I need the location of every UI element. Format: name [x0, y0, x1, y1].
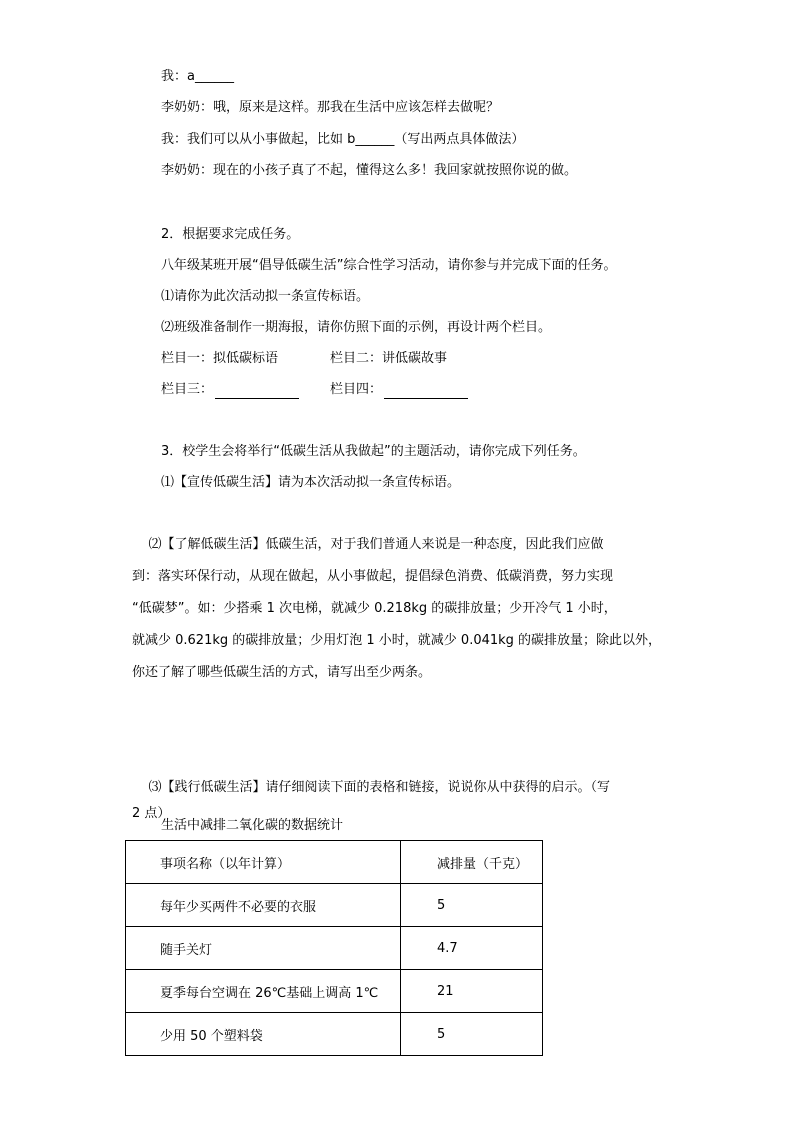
emissions-table	[125, 840, 543, 1056]
table-cell-value: 5	[401, 884, 543, 927]
q3-task2	[132, 529, 668, 689]
dialogue-line: 李奶奶：哦，原来是这样。那我在生活中应该怎样去做呢？	[161, 100, 500, 115]
dialogue-line: 我：a______	[161, 69, 234, 84]
q2-task2: ⑵班级准备制作一期海报，请你仿照下面的示例，再设计两个栏目。	[161, 320, 552, 335]
q3-task3-line: ⑶【践行低碳生活】请仔细阅读下面的表格和链接，说说你从中获得的启示。（写	[132, 780, 611, 795]
q2-column-4	[330, 381, 468, 399]
table-cell-item: 少用 50 个塑料袋	[126, 1013, 401, 1056]
table-row	[126, 970, 543, 1013]
q2-heading: 2．根据要求完成任务。	[161, 227, 300, 242]
q2-column-4-blank	[384, 384, 468, 399]
table-cell-value: 21	[401, 970, 543, 1013]
table-row	[126, 1013, 543, 1056]
q2-intro: 八年级某班开展“倡导低碳生活”综合性学习活动，请你参与并完成下面的任务。	[161, 258, 617, 273]
q2-column-1: 栏目一：拟低碳标语	[161, 351, 279, 366]
q3-task1: ⑴【宣传低碳生活】请为本次活动拟一条宣传标语。	[161, 475, 461, 490]
q2-column-4-label: 栏目四：	[330, 382, 383, 397]
q3-task2-line: 到：落实环保行动，从现在做起，从小事做起，提倡绿色消费、低碳消费，努力实现	[132, 569, 614, 584]
dialogue-line: 我：我们可以从小事做起，比如 b______（写出两点具体做法）	[161, 132, 525, 147]
table-header-row	[126, 841, 543, 884]
q3-task2-line: “低碳梦”。如：少搭乘 1 次电梯，就减少 0.218kg 的碳排放量；少开冷气 1 小时，	[132, 601, 617, 616]
q2-column-2: 栏目二：讲低碳故事	[330, 351, 448, 366]
q2-task1: ⑴请你为此次活动拟一条宣传标语。	[161, 289, 370, 304]
dialogue-line: 李奶奶：现在的小孩子真了不起，懂得这么多！我回家就按照你说的做。	[161, 163, 578, 178]
table-header-cell: 减排量（千克）	[401, 841, 543, 884]
q2-column-3	[161, 381, 299, 399]
table-row	[126, 884, 543, 927]
q2-column-3-blank	[215, 384, 299, 399]
table-header-cell: 事项名称（以年计算）	[126, 841, 401, 884]
table-cell-item: 夏季每台空调在 26℃基础上调高 1℃	[126, 970, 401, 1013]
q3-task2-line: 你还了解了哪些低碳生活的方式，请写出至少两条。	[132, 665, 432, 680]
table-title: 生活中减排二氧化碳的数据统计	[161, 818, 344, 833]
q3-task3-line: 2 点）	[132, 806, 171, 821]
q2-column-3-label: 栏目三：	[161, 382, 214, 397]
table-row	[126, 927, 543, 970]
q3-task2-line: ⑵【了解低碳生活】低碳生活，对于我们普通人来说是一种态度，因此我们应做	[132, 537, 604, 552]
table-cell-item: 每年少买两件不必要的衣服	[126, 884, 401, 927]
table-cell-item: 随手关灯	[126, 927, 401, 970]
table-cell-value: 4.7	[401, 927, 543, 970]
table-cell-value: 5	[401, 1013, 543, 1056]
q3-task2-line: 就减少 0.621kg 的碳排放量；少用灯泡 1 小时，就减少 0.041kg 的碳排放量；除此以外，	[132, 633, 662, 648]
q3-heading: 3．校学生会将举行“低碳生活从我做起”的主题活动，请你完成下列任务。	[161, 444, 586, 459]
